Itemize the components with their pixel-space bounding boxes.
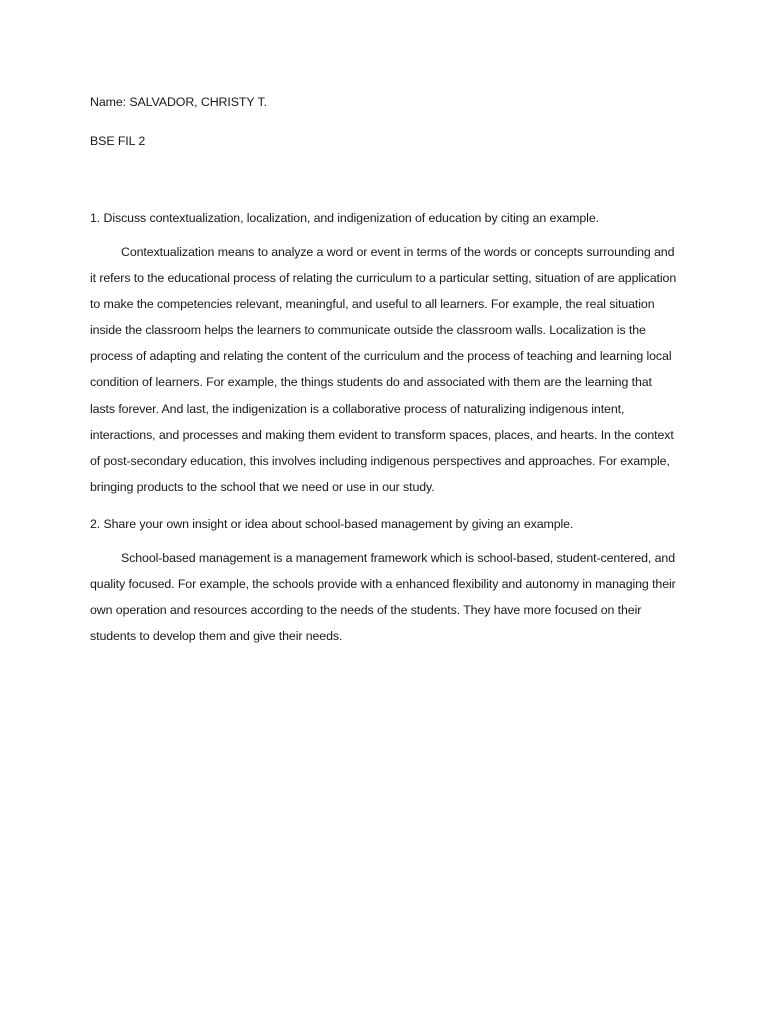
student-name: Name: SALVADOR, CHRISTY T. (90, 95, 267, 109)
course-code: BSE FIL 2 (90, 134, 146, 148)
question-1: 1. Discuss contextualization, localization, and indigenization of education by citing an example. (90, 211, 599, 225)
question-2: 2. Share your own insight or idea about school-based management by giving an example. (90, 516, 574, 531)
document-body (90, 94, 680, 665)
answer-2: School-based management is a management framework which is school-based, student-centered, and quality focused. For example, the schools provide with a enhanced flexibility and autonomy in managing their own operation and resources according to the needs of the students. They have more focused on their students to develop them and give their needs. (90, 550, 676, 644)
answer-1: Contextualization means to analyze a word or event in terms of the words or concepts surrounding and it refers to the educational process of relating the curriculum to a particular setting, situation of are application to make the competencies relevant, meaningful, and useful to all learners. For example, the real situation inside the classroom helps the learners to communicate outside the classroom walls. Localization is the process of adapting and relating the content of the curriculum and the process of teaching and learning local condition of learners. For example, the things students do and associated with them are the learning that lasts forever. And last, the indigenization is a collaborative process of naturalizing indigenous intent, interactions, and processes and making them evident to transform spaces, places, and hearts. In the context of post-secondary education, this involves including indigenous perspectives and approaches. For example, bringing products to the school that we need or use in our study. (90, 245, 677, 494)
